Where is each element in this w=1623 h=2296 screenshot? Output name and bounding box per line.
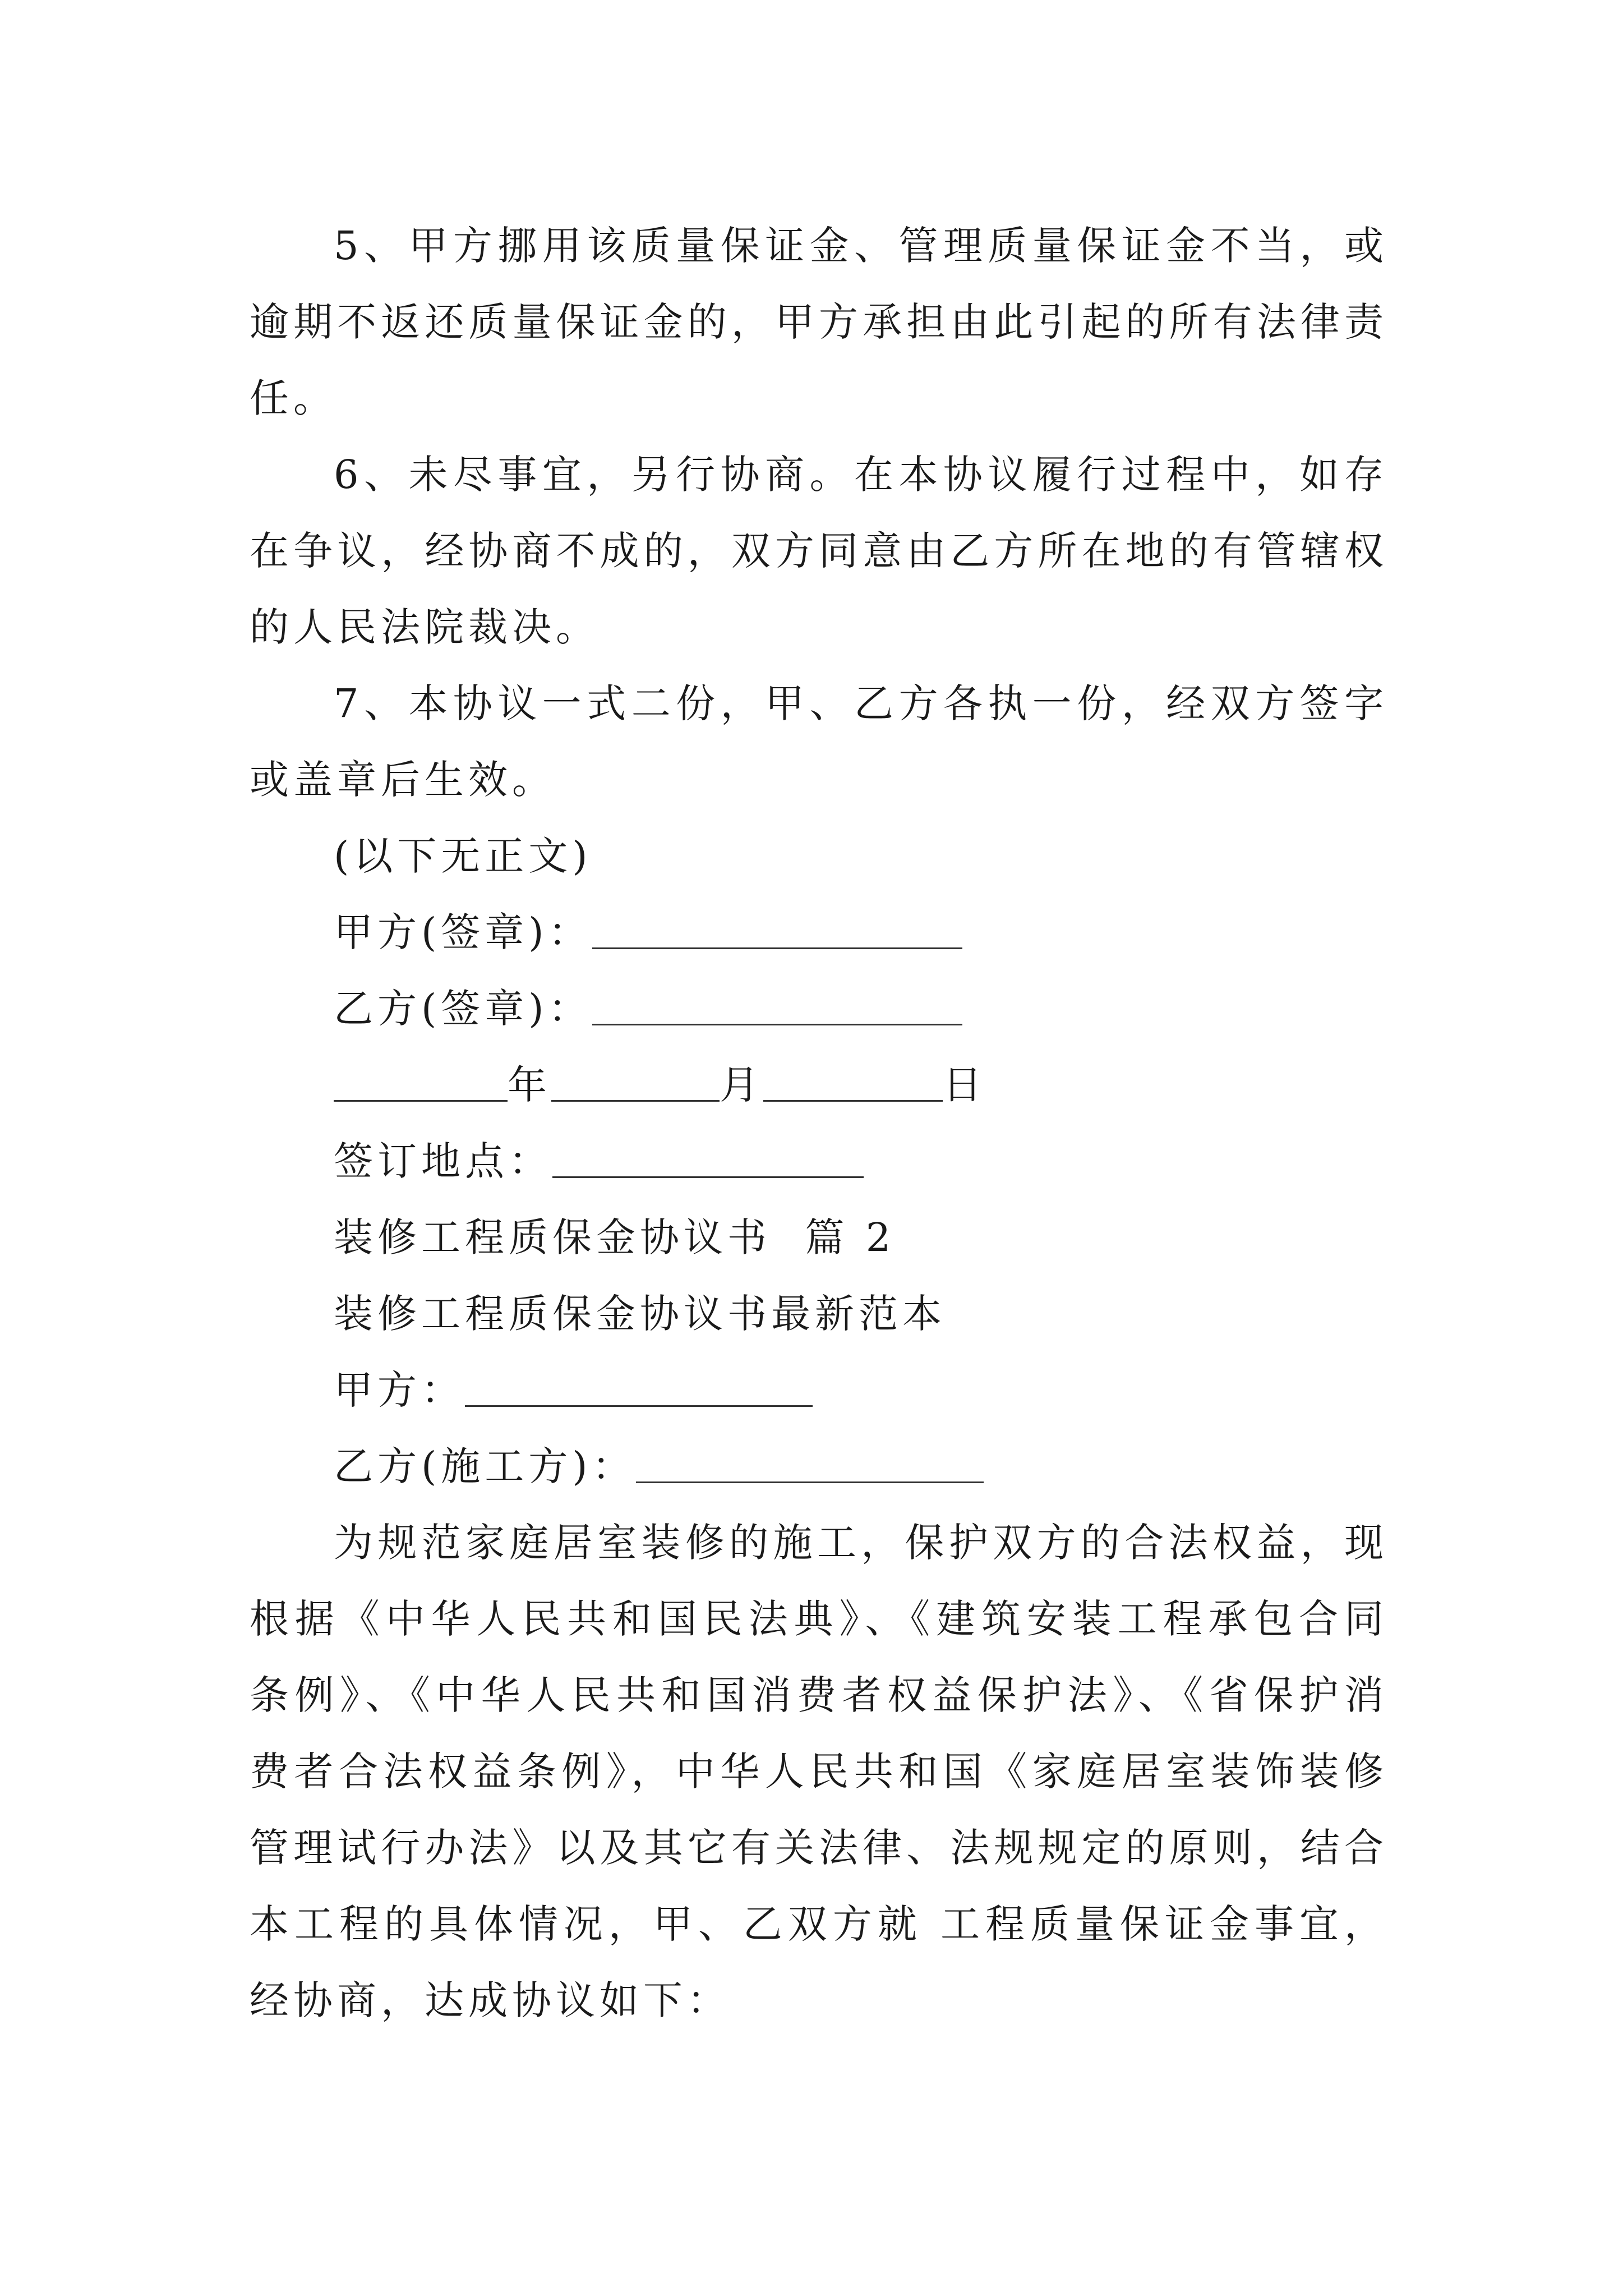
section-2-party-a-line xyxy=(250,1352,1388,1428)
signing-place-line xyxy=(250,1123,1388,1199)
document-page xyxy=(250,208,1388,2039)
day-label: 日 xyxy=(943,1062,986,1108)
party-b-signature-blank[interactable] xyxy=(592,984,962,1025)
year-blank[interactable] xyxy=(334,1061,508,1102)
section-2-party-b-line xyxy=(250,1428,1388,1504)
clause-6: 6、未尽事宜，另行协商。在本协议履行过程中，如存在争议，经协商不成的，双方同意由乙方所在地的有管辖权的人民法院裁决。 xyxy=(250,452,1388,650)
month-label: 月 xyxy=(720,1062,763,1108)
section-2-party-b-label: 乙方(施工方)： xyxy=(334,1443,636,1489)
section-2-party-a-blank[interactable] xyxy=(465,1366,813,1407)
section-2-party-b-blank[interactable] xyxy=(636,1442,984,1483)
section-2-subtitle: 装修工程质保金协议书最新范本 xyxy=(334,1291,946,1337)
section-2-party-a-label: 甲方： xyxy=(334,1367,465,1413)
signing-place-blank[interactable] xyxy=(552,1137,864,1178)
party-a-signature-label: 甲方(签章)： xyxy=(334,909,592,955)
date-line xyxy=(250,1047,1388,1123)
end-note: (以下无正文) xyxy=(334,833,592,879)
party-b-signature-label: 乙方(签章)： xyxy=(334,986,592,1032)
year-label: 年 xyxy=(508,1062,551,1108)
section-2-intro: 为规范家庭居室装修的施工，保护双方的合法权益，现根据《中华人民共和国民法典》、《建筑安装工程承包合同条例》、《中华人民共和国消费者权益保护法》、《省保护消费者合法权益条例》，中华人民共和国《家庭居室装饰装修管理试行办法》以及其它有关法律、法规规定的原则，结合本工程的具体情况，甲、乙双方就 工程质量保证金事宜，经协商，达成协议如下： xyxy=(250,1520,1388,2023)
clause-5: 5、甲方挪用该质量保证金、管理质量保证金不当，或逾期不返还质量保证金的，甲方承担由此引起的所有法律责任。 xyxy=(250,223,1388,421)
clause-7: 7、本协议一式二份，甲、乙方各执一份，经双方签字或盖章后生效。 xyxy=(250,680,1388,803)
section-2-heading: 装修工程质保金协议书 篇 2 xyxy=(334,1214,896,1260)
month-blank[interactable] xyxy=(551,1061,720,1102)
day-blank[interactable] xyxy=(763,1061,943,1102)
party-a-signature-blank[interactable] xyxy=(592,908,962,949)
party-b-signature-line xyxy=(250,970,1388,1047)
signing-place-label: 签订地点： xyxy=(334,1138,552,1184)
party-a-signature-line xyxy=(250,894,1388,970)
